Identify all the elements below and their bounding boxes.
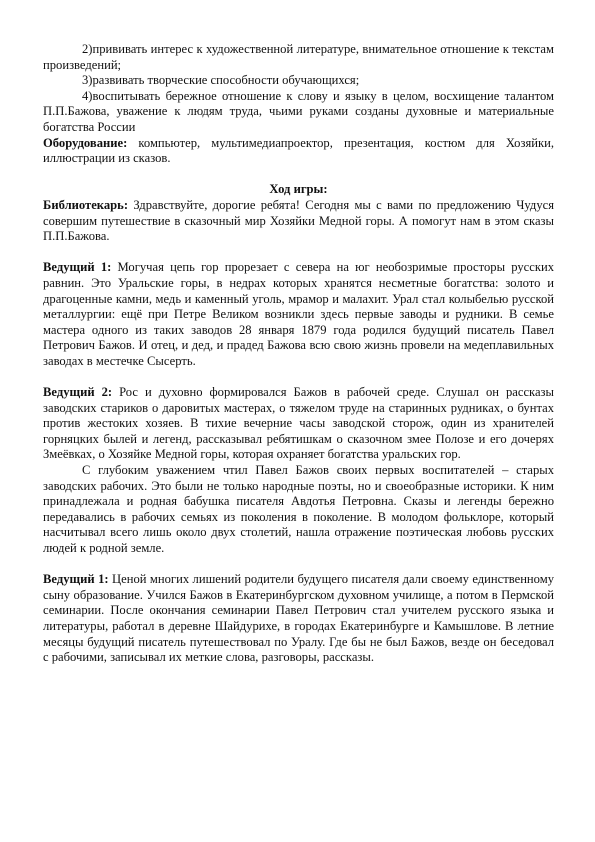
- host1-second-paragraph: [43, 572, 554, 666]
- speech-text: Могучая цепь гор прорезает с севера на юг необозримые просторы русских равнин. Это Уральские горы, в недрах которых хранятся несметные богатства: золото и драгоценные камни, медь и каменный уголь, мрамор и малахит. Урал стал колыбелью русской металлургии: ещё при Петре Великом возникли здесь первые заводы и рудники. В семье мастера одного из таких заводов 28 января 1879 года родился будущий писатель Павел Петрович Бажов. И отец, и дед, и прадед Бажова всю свою жизнь провели на медеплавильных заводах в местечке Сысерть.: [43, 260, 554, 368]
- speaker-label: Ведущий 1:: [43, 572, 109, 587]
- speech-text: Здравствуйте, дорогие ребята! Сегодня мы с вами по предложению Чудуся совершим путешествие в сказочный мир Хозяйки Медной горы. А помогут нам в этом сказы П.П.Бажова.: [43, 197, 554, 244]
- equipment-label: Оборудование:: [43, 135, 128, 150]
- goal-item-2: 2)прививать интерес к художественной литературе, внимательное отношение к текстам произведений;: [43, 42, 554, 72]
- host2-paragraph: [43, 385, 554, 463]
- speaker-label: Ведущий 1:: [43, 260, 112, 275]
- teachers-paragraph: С глубоким уважением чтил Павел Бажов своих первых воспитателей – старых заводских рабочих. Это были не только народные поэты, но и своеобразные историки. К ним принадлежала и родная бабушка писателя Авдотья Петровна. Сказы и легенды бережно передавались в рабочих семьях из поколения в поколение. В молодом фольклоре, который насчитывал всего лишь около двух столетий, нашла отражение поэтическая любовь русских людей к родной земле.: [43, 463, 554, 555]
- equipment-paragraph: [43, 136, 554, 167]
- equipment-text: компьютер, мультимедиапроектор, презентация, костюм для Хозяйки, иллюстрации из сказов.: [43, 135, 554, 166]
- librarian-paragraph: [43, 198, 554, 245]
- section-heading: Ход игры:: [269, 182, 328, 197]
- speech-text: Рос и духовно формировался Бажов в рабочей среде. Слушал он рассказы заводских стариков о даровитых мастерах, о тяжелом труде на старинных рудниках, о бунтах против жестоких хозяев. В тихие вечерние часы заводской сторож, один из хранителей горняцких былей и легенд, рассказывал ребятишкам о сказочном змее Полозе и его дочерях Змеёвках, о Хозяйке Медной горы, которая охраняет богатства уральских гор.: [43, 385, 554, 462]
- goal-item-3: 3)развивать творческие способности обучающихся;: [82, 73, 360, 88]
- host1-paragraph: [43, 260, 554, 369]
- speech-text: Ценой многих лишений родители будущего писателя дали своему единственному сыну образование. Учился Бажов в Екатеринбургском духовном училище, а потом в Пермской семинарии. После окончания семинарии Павел Петрович стал учителем русского языка и литературы, работал в деревне Шайдурихе, в городах Екатеринбурге и Камышлове. В летние месяцы будущий писатель путешествовал по Уралу. Где бы не был Бажов, везде он беседовал с рабочими, записывал их меткие слова, разговоры, рассказы.: [43, 572, 554, 665]
- speaker-label: Ведущий 2:: [43, 385, 113, 400]
- goal-item-4: 4)воспитывать бережное отношение к слову и языку в целом, восхищение талантом П.П.Бажова, уважение к людям труда, чьими руками созданы духовные и материальные богатства России: [43, 88, 554, 134]
- speaker-label: Библиотекарь:: [43, 197, 129, 212]
